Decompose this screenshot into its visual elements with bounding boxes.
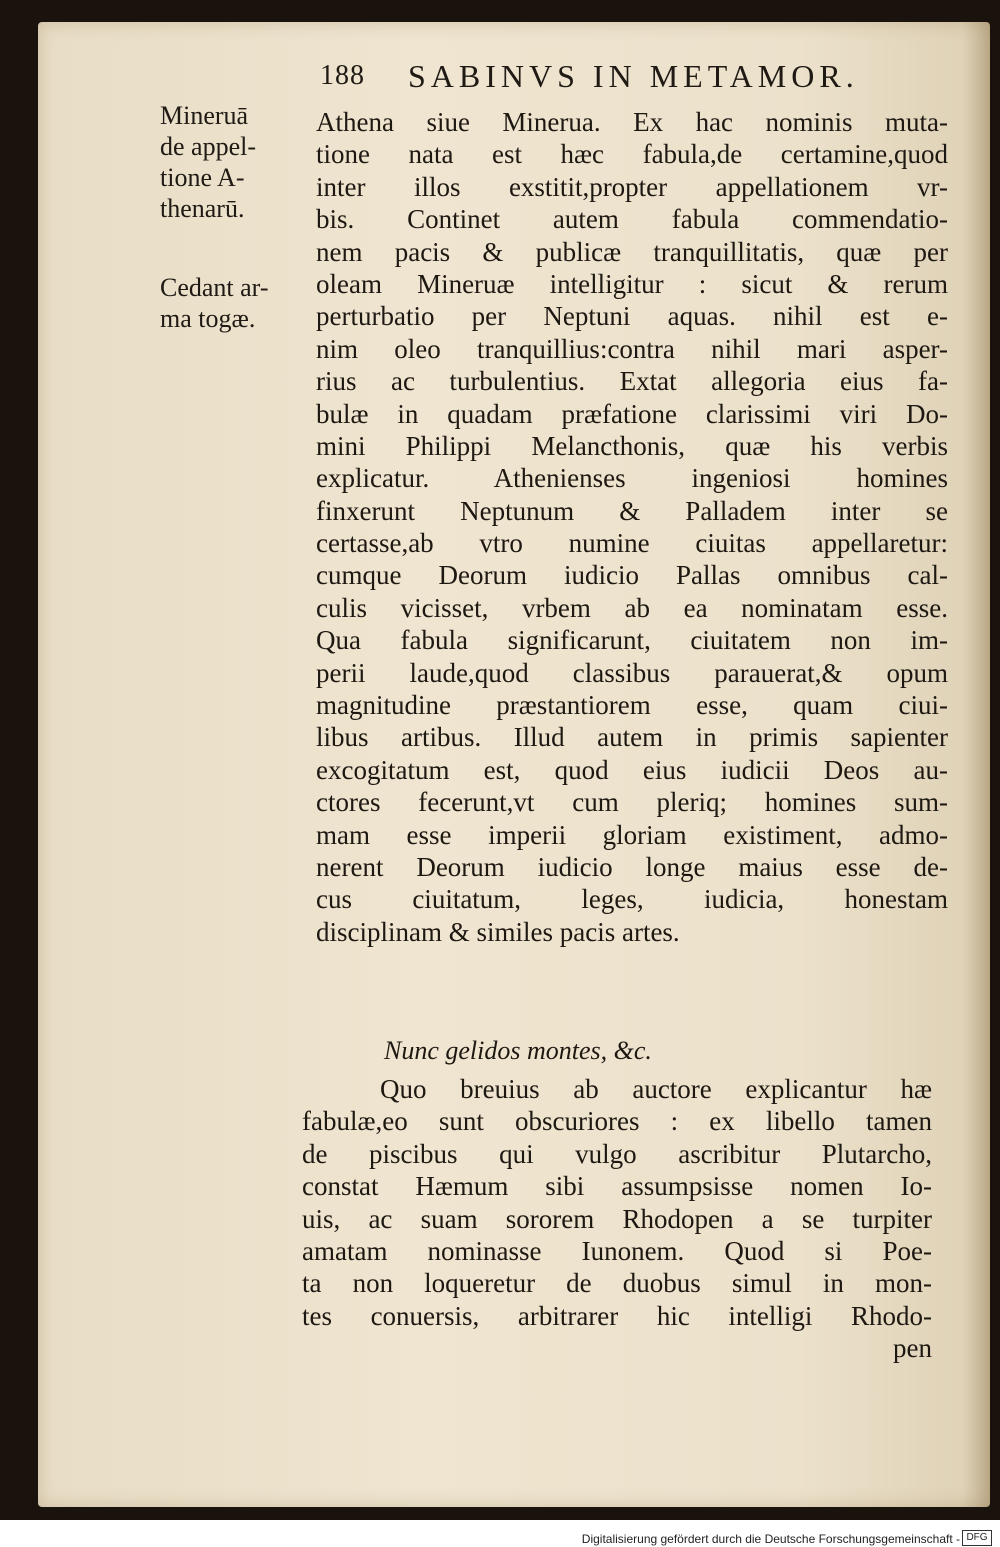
marginal-note-line: Mineruā <box>160 101 249 130</box>
text-line: culis vicisset, vrbem ab ea nominatam esse. <box>316 592 948 623</box>
text-line: explicatur. Athenienses ingeniosi homines <box>316 463 948 494</box>
text-line: oleam Mineruæ intelligitur : sicut & rerum <box>316 268 948 299</box>
marginal-note-line: Cedant ar- <box>160 273 269 302</box>
text-line: bis. Continet autem fabula commendatio- <box>316 204 948 235</box>
page-number: 188 <box>320 60 365 91</box>
text-line: certasse,ab vtro numine ciuitas appellaretur: <box>316 528 948 559</box>
marginal-note-line: ma togæ. <box>160 304 256 333</box>
text-line: ta non loqueretur de duobus simul in mon- <box>302 1268 932 1299</box>
marginal-note-minerva <box>160 100 320 224</box>
text-line: tione nata est hæc fabula,de certamine,quod <box>316 139 948 170</box>
text-line: cumque Deorum iudicio Pallas omnibus cal- <box>316 560 948 591</box>
text-line: bulæ in quadam præfatione clarissimi viri Do- <box>316 398 948 429</box>
marginal-note-cedant <box>160 272 320 334</box>
marginal-note-line: de appel- <box>160 132 257 161</box>
section-heading: Nunc gelidos montes, &c. <box>384 1036 652 1065</box>
main-text-block <box>316 106 948 948</box>
text-line: disciplinam & similes pacis artes. <box>316 916 680 947</box>
text-line: ctores fecerunt,vt cum pleriq; homines sum- <box>316 787 948 818</box>
footer-credit: Digitalisierung gefördert durch die Deutsche Forschungsgemeinschaft - <box>581 1532 960 1546</box>
text-line: mini Philippi Melancthonis, quæ his verbis <box>316 430 948 461</box>
text-line: magnitudine præstantiorem esse, quam ciui- <box>316 690 948 721</box>
text-line: nerent Deorum iudicio longe maius esse de- <box>316 851 948 882</box>
page-header <box>320 58 910 98</box>
text-line: cus ciuitatum, leges, iudicia, honestam <box>316 884 948 915</box>
text-line: perii laude,quod classibus parauerat,& opum <box>316 657 948 688</box>
marginal-note-line: thenarū. <box>160 194 245 223</box>
text-line: nim oleo tranquillius:contra nihil mari asper- <box>316 333 948 364</box>
text-line: Quo breuius ab auctore explicantur hæ <box>380 1074 932 1104</box>
text-line: de piscibus qui vulgo ascribitur Plutarcho, <box>302 1138 932 1169</box>
marginal-note-line: tione A- <box>160 163 245 192</box>
dfg-logo-icon: DFG <box>962 1530 992 1546</box>
text-line: rius ac turbulentius. Extat allegoria eius fa- <box>316 366 948 397</box>
text-line: nem pacis & publicæ tranquillitatis, quæ per <box>316 236 948 267</box>
text-line: tes conuersis, arbitrarer hic intelligi Rhodo- <box>302 1300 932 1331</box>
text-line: Qua fabula significarunt, ciuitatem non im- <box>316 625 948 656</box>
text-line: inter illos exstitit,propter appellationem vr- <box>316 171 948 202</box>
text-line: uis, ac suam sororem Rhodopen a se turpiter <box>302 1203 932 1234</box>
text-line: amatam nominasse Iunonem. Quod si Poe- <box>302 1235 932 1266</box>
text-line: Athena siue Minerua. Ex hac nominis muta- <box>316 107 948 137</box>
page-edge-shadow <box>962 22 990 1507</box>
text-line: excogitatum est, quod eius iudicii Deos au- <box>316 754 948 785</box>
running-title: SABINVS IN METAMOR. <box>408 58 859 94</box>
catchword: pen <box>893 1333 932 1364</box>
text-line: mam esse imperii gloriam existiment, admo- <box>316 819 948 850</box>
text-line: constat Hæmum sibi assumpsisse nomen Io- <box>302 1171 932 1202</box>
lower-text-block <box>302 1072 932 1364</box>
text-line: perturbatio per Neptuni aquas. nihil est e- <box>316 301 948 332</box>
text-line: fabulæ,eo sunt obscuriores : ex libello tamen <box>302 1106 932 1137</box>
text-line: finxerunt Neptunum & Palladem inter se <box>316 495 948 526</box>
text-line: libus artibus. Illud autem in primis sapienter <box>316 722 948 753</box>
